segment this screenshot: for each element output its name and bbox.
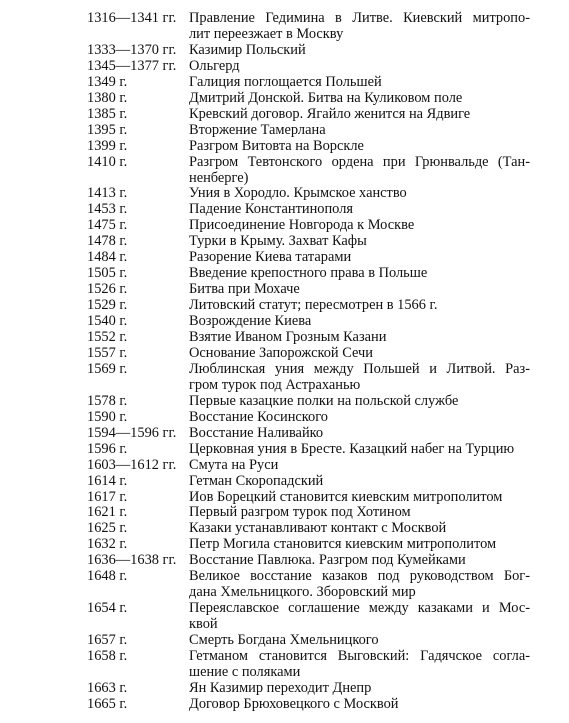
event-description (189, 345, 530, 361)
event-line: Вторжение Тамерлана (189, 121, 326, 138)
chronology-row (0, 568, 569, 600)
chronology-row (0, 122, 569, 138)
chronology-row (0, 600, 569, 632)
event-date: 1526 г. (87, 281, 128, 298)
event-date: 1625 г. (87, 520, 128, 537)
chronology-row (0, 473, 569, 489)
event-date: 1632 г. (87, 536, 128, 553)
chronology-row (0, 313, 569, 329)
event-date: 1658 г. (87, 648, 128, 664)
chronology-row (0, 680, 569, 696)
chronology-row (0, 329, 569, 345)
event-line: Казимир Польский (189, 41, 306, 58)
event-date: 1621 г. (87, 504, 128, 521)
event-description (189, 122, 530, 138)
event-line: шение с поляками (189, 664, 301, 680)
event-description (189, 58, 530, 74)
event-description (189, 696, 530, 712)
event-date: 1505 г. (87, 265, 128, 282)
event-description (189, 297, 530, 313)
event-description (189, 425, 530, 441)
event-line: Восстание Павлюка. Разгром под Кумейками (189, 552, 466, 569)
event-date: 1413 г. (87, 185, 128, 202)
event-date: 1617 г. (87, 488, 128, 505)
event-date: 1453 г. (87, 201, 128, 218)
event-date: 1578 г. (87, 392, 128, 409)
event-description (189, 329, 530, 345)
chronology-row (0, 393, 569, 409)
event-line: ненберге) (189, 169, 249, 186)
event-line: Петр Могила становится киевским митрополитом (189, 536, 497, 553)
chronology-row (0, 696, 569, 712)
event-description (189, 393, 530, 409)
event-line: Взятие Иваном Грозным Казани (189, 329, 387, 345)
event-line: Возрождение Киева (189, 313, 312, 330)
event-line: Кревский договор. Ягайло женится на Ядвиге (189, 105, 471, 122)
event-line: Разгром Тевтонского ордена при Грюнвальде (Тан- (189, 153, 530, 170)
event-date: 1557 г. (87, 344, 128, 361)
event-line: Великое восстание казаков под руководством Бог- (189, 568, 530, 585)
event-description (189, 632, 530, 648)
event-date: 1399 г. (87, 137, 128, 154)
event-line: Люблинская уния между Польшей и Литвой. Раз- (189, 360, 530, 377)
chronology-row (0, 74, 569, 90)
event-description (189, 489, 530, 505)
chronology-row (0, 425, 569, 441)
event-date: 1654 г. (87, 600, 128, 617)
event-line: Турки в Крыму. Захват Кафы (189, 233, 367, 250)
chronology-row (0, 42, 569, 58)
chronology-row (0, 217, 569, 233)
event-description (189, 473, 530, 489)
event-line: Казаки устанавливают контакт с Москвой (189, 520, 447, 537)
event-line: Галиция поглощается Польшей (189, 73, 382, 90)
chronology-row (0, 201, 569, 217)
event-description (189, 281, 530, 297)
event-line: Смерть Богдана Хмельницкого (189, 632, 379, 649)
chronology-row (0, 249, 569, 265)
event-line: гром турок под Астраханью (189, 376, 361, 393)
event-date: 1663 г. (87, 679, 128, 696)
event-line: Битва при Мохаче (189, 281, 300, 298)
chronology-row (0, 233, 569, 249)
chronology-row (0, 90, 569, 106)
event-date: 1594—1596 гг. (87, 424, 177, 441)
event-description (189, 138, 530, 154)
event-date: 1349 г. (87, 73, 128, 90)
event-date: 1657 г. (87, 632, 128, 649)
event-line: Основание Запорожской Сечи (189, 344, 373, 361)
chronology-row (0, 106, 569, 122)
event-line: Церковная уния в Бресте. Казацкий набег на Турцию (189, 440, 515, 457)
event-description (189, 361, 530, 393)
event-line: Иов Борецкий становится киевским митрополитом (189, 488, 503, 505)
event-line: Смута на Руси (189, 456, 279, 473)
event-date: 1614 г. (87, 472, 128, 489)
event-line: Восстание Косинского (189, 408, 328, 425)
event-line: Гетман Скоропадский (189, 472, 324, 489)
event-date: 1590 г. (87, 408, 128, 425)
event-date: 1478 г. (87, 233, 128, 250)
event-description (189, 536, 530, 552)
chronology-row (0, 361, 569, 393)
event-date: 1333—1370 гг. (87, 41, 177, 58)
event-description (189, 313, 530, 329)
event-line: Уния в Хородло. Крымское ханство (189, 185, 407, 202)
event-date: 1380 г. (87, 89, 128, 106)
event-description (189, 10, 530, 42)
chronology-row (0, 536, 569, 552)
event-line: Введение крепостного права в Польше (189, 265, 428, 282)
event-date: 1345—1377 гг. (87, 57, 177, 74)
chronology-row (0, 10, 569, 42)
event-description (189, 90, 530, 106)
event-date: 1395 г. (87, 121, 128, 138)
event-date: 1410 г. (87, 153, 128, 170)
chronology-row (0, 441, 569, 457)
chronology-row (0, 265, 569, 281)
chronology-row (0, 281, 569, 297)
event-line: Первый разгром турок под Хотином (189, 504, 411, 521)
event-description (189, 154, 530, 186)
event-description (189, 265, 530, 281)
event-line: квой (189, 616, 218, 633)
chronology-row (0, 297, 569, 313)
chronology-row (0, 552, 569, 568)
event-description (189, 520, 530, 536)
chronology-row (0, 154, 569, 186)
event-line: Литовский статут; пересмотрен в 1566 г. (189, 297, 438, 314)
event-description (189, 201, 530, 217)
event-description (189, 552, 530, 568)
event-description (189, 457, 530, 473)
event-description (189, 42, 530, 58)
chronology-row (0, 58, 569, 74)
event-description (189, 504, 530, 520)
event-line: Правление Гедимина в Литве. Киевский митропо- (189, 10, 530, 26)
event-line: Падение Константинополя (189, 201, 353, 218)
event-description (189, 648, 530, 680)
event-line: Переяславское соглашение между казаками и Мос- (189, 600, 530, 617)
event-line: Гетманом становится Выговский: Гадячское согла- (189, 648, 530, 664)
event-line: Первые казацкие полки на польской службе (189, 392, 459, 409)
event-line: дана Хмельницкого. Зборовский мир (189, 584, 416, 601)
event-date: 1484 г. (87, 249, 128, 266)
event-date: 1603—1612 гг. (87, 456, 177, 473)
event-line: Присоединение Новгорода к Москве (189, 217, 415, 234)
event-date: 1569 г. (87, 360, 128, 377)
event-description (189, 233, 530, 249)
event-line: Ян Казимир переходит Днепр (189, 679, 372, 696)
event-line: Восстание Наливайко (189, 424, 324, 441)
event-description (189, 74, 530, 90)
event-description (189, 249, 530, 265)
event-description (189, 680, 530, 696)
chronology-row (0, 457, 569, 473)
event-line: Договор Брюховецкого с Москвой (189, 695, 399, 712)
event-date: 1636—1638 гг. (87, 552, 177, 569)
event-description (189, 441, 530, 457)
event-line: Разорение Киева татарами (189, 249, 352, 266)
event-date: 1540 г. (87, 313, 128, 330)
chronology-row (0, 409, 569, 425)
event-line: лит переезжает в Москву (189, 26, 344, 42)
chronology-row (0, 520, 569, 536)
event-line: Разгром Витовта на Ворскле (189, 137, 364, 154)
event-line: Ольгерд (189, 57, 240, 74)
event-date: 1385 г. (87, 105, 128, 122)
event-date: 1596 г. (87, 440, 128, 457)
event-description (189, 568, 530, 600)
event-date: 1648 г. (87, 568, 128, 585)
chronology-row (0, 632, 569, 648)
event-description (189, 217, 530, 233)
event-line: Дмитрий Донской. Битва на Куликовом поле (189, 89, 463, 106)
event-description (189, 185, 530, 201)
chronology-row (0, 504, 569, 520)
chronology-row (0, 345, 569, 361)
event-date: 1475 г. (87, 217, 128, 234)
event-date: 1316—1341 гг. (87, 10, 177, 26)
event-date: 1665 г. (87, 695, 128, 712)
event-date: 1529 г. (87, 297, 128, 314)
chronology-row (0, 648, 569, 680)
chronology-row (0, 138, 569, 154)
event-description (189, 600, 530, 632)
event-description (189, 409, 530, 425)
event-description (189, 106, 530, 122)
event-date: 1552 г. (87, 329, 128, 345)
chronology-row (0, 185, 569, 201)
chronology-row (0, 489, 569, 505)
